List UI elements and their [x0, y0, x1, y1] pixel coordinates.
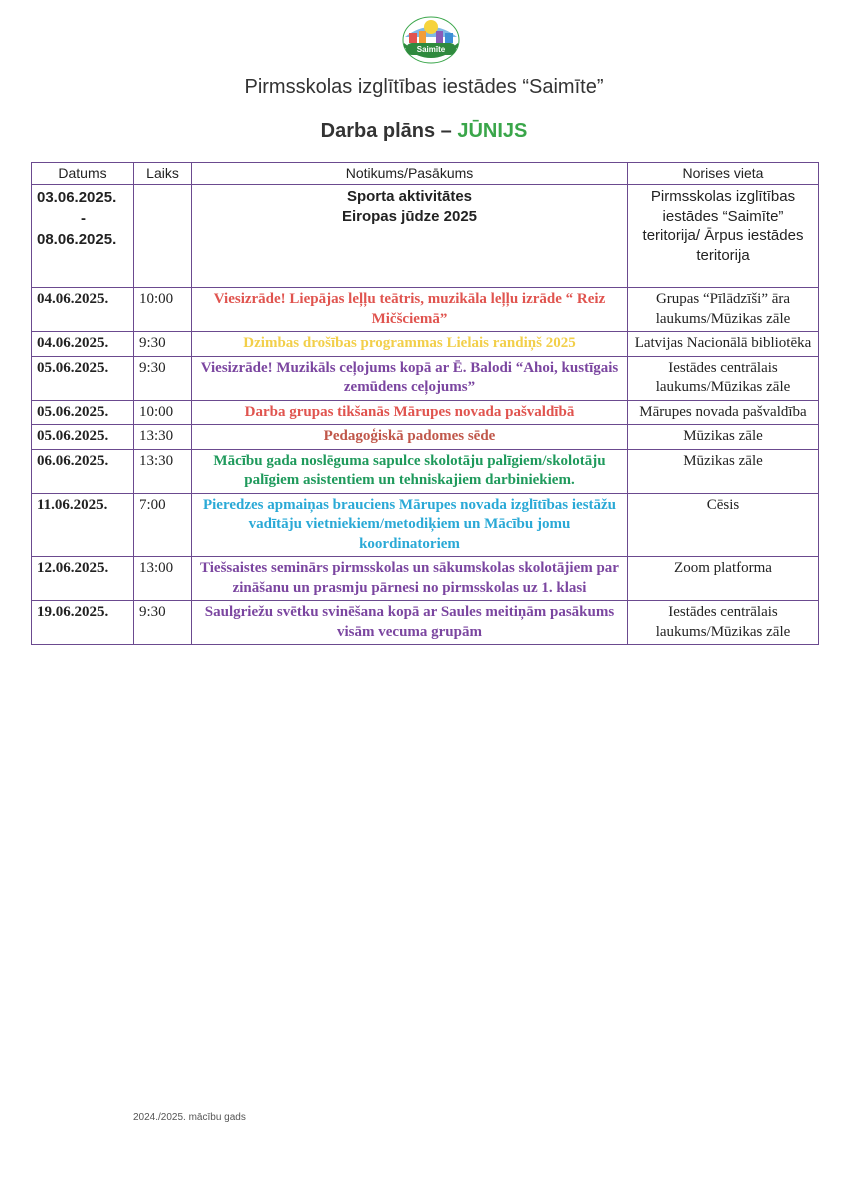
header-event: Notikums/Pasākums — [192, 163, 628, 185]
event-cell: Pedagoģiskā padomes sēde — [192, 425, 628, 450]
table-row — [32, 557, 819, 601]
plan-label: Darba plāns – — [320, 120, 458, 142]
header-place: Norises vieta — [628, 163, 819, 185]
place-cell: Pirmsskolas izglītības iestādes “Saimīte” teritorija/ Ārpus iestādes teritorija — [628, 185, 819, 288]
date-cell: 12.06.2025. — [32, 557, 134, 601]
header-date: Datums — [32, 163, 134, 185]
event-line: Sporta aktivitātes — [346, 188, 473, 205]
event-cell: Tiešsaistes seminārs pirmsskolas un sākumskolas skolotājiem par zināšanu un prasmju pārnesi no pirmsskolas uz 1. klasi — [192, 557, 628, 601]
time-cell: 7:00 — [134, 493, 192, 557]
event-cell: Dzimbas drošības programmas Lielais randiņš 2025 — [192, 332, 628, 357]
event-cell: Viesizrāde! Liepājas leļļu teātris, muzikāla leļļu izrāde “ Reiz Mičšciemā” — [192, 288, 628, 332]
logo-text: Saimīte — [416, 45, 446, 54]
event-line: Eiropas jūdze 2025 — [341, 207, 478, 225]
place-cell: Cēsis — [628, 493, 819, 557]
table-row — [32, 185, 819, 288]
event-cell: Viesizrāde! Muzikāls ceļojums kopā ar Ē. Balodi “Ahoi, kustīgais zemūdens ceļojums” — [192, 356, 628, 400]
date-cell: 04.06.2025. — [32, 332, 134, 357]
time-cell: 10:00 — [134, 288, 192, 332]
events-table — [31, 162, 819, 645]
place-cell: Iestādes centrālais laukums/Mūzikas zāle — [628, 601, 819, 645]
event-cell: Darba grupas tikšanās Mārupes novada pašvaldībā — [192, 400, 628, 425]
time-cell: 10:00 — [134, 400, 192, 425]
date-end: 08.06.2025. — [37, 231, 117, 248]
page-title: Pirmsskolas izglītības iestādes “Saimīte” — [244, 76, 604, 98]
time-cell: 13:30 — [134, 425, 192, 450]
time-cell: 9:30 — [134, 332, 192, 357]
footer-text: 2024./2025. mācību gads — [133, 1112, 246, 1123]
date-cell: 04.06.2025. — [32, 288, 134, 332]
time-cell: 9:30 — [134, 356, 192, 400]
date-cell — [32, 185, 134, 288]
table-row — [32, 493, 819, 557]
date-cell: 05.06.2025. — [32, 356, 134, 400]
school-logo — [401, 15, 461, 65]
event-cell: Saulgriežu svētku svinēšana kopā ar Saules meitiņām pasākums visām vecuma grupām — [192, 601, 628, 645]
date-cell: 06.06.2025. — [32, 449, 134, 493]
table-row — [32, 400, 819, 425]
date-cell: 05.06.2025. — [32, 400, 134, 425]
event-cell: Pieredzes apmaiņas brauciens Mārupes novada izglītības iestāžu vadītāju vietniekiem/metodiķiem un Mācību jomu koordinatoriem — [192, 493, 628, 557]
time-cell: 13:30 — [134, 449, 192, 493]
place-cell: Mārupes novada pašvaldība — [628, 400, 819, 425]
table-row — [32, 449, 819, 493]
time-cell: 9:30 — [134, 601, 192, 645]
place-cell: Grupas “Pīlādzīši” āra laukums/Mūzikas zāle — [628, 288, 819, 332]
month-label: JŪNIJS — [457, 120, 528, 142]
time-cell: 13:00 — [134, 557, 192, 601]
table-row — [32, 425, 819, 450]
date-start: 03.06.2025. — [37, 189, 117, 206]
date-cell: 05.06.2025. — [32, 425, 134, 450]
date-cell: 19.06.2025. — [32, 601, 134, 645]
place-cell: Mūzikas zāle — [628, 425, 819, 450]
place-cell: Mūzikas zāle — [628, 449, 819, 493]
table-row — [32, 601, 819, 645]
place-cell: Latvijas Nacionālā bibliotēka — [628, 332, 819, 357]
event-cell: Mācību gada noslēguma sapulce skolotāju palīgiem/skolotāju palīgiem asistentiem un tehniskajiem darbiniekiem. — [192, 449, 628, 493]
plan-heading — [0, 120, 848, 143]
header-time: Laiks — [134, 163, 192, 185]
place-cell: Zoom platforma — [628, 557, 819, 601]
time-cell — [134, 185, 192, 288]
date-dash: - — [81, 210, 86, 227]
date-cell: 11.06.2025. — [32, 493, 134, 557]
table-row — [32, 332, 819, 357]
table-row — [32, 356, 819, 400]
table-row — [32, 288, 819, 332]
table-header-row — [32, 163, 819, 185]
place-cell: Iestādes centrālais laukums/Mūzikas zāle — [628, 356, 819, 400]
event-cell — [192, 185, 628, 288]
